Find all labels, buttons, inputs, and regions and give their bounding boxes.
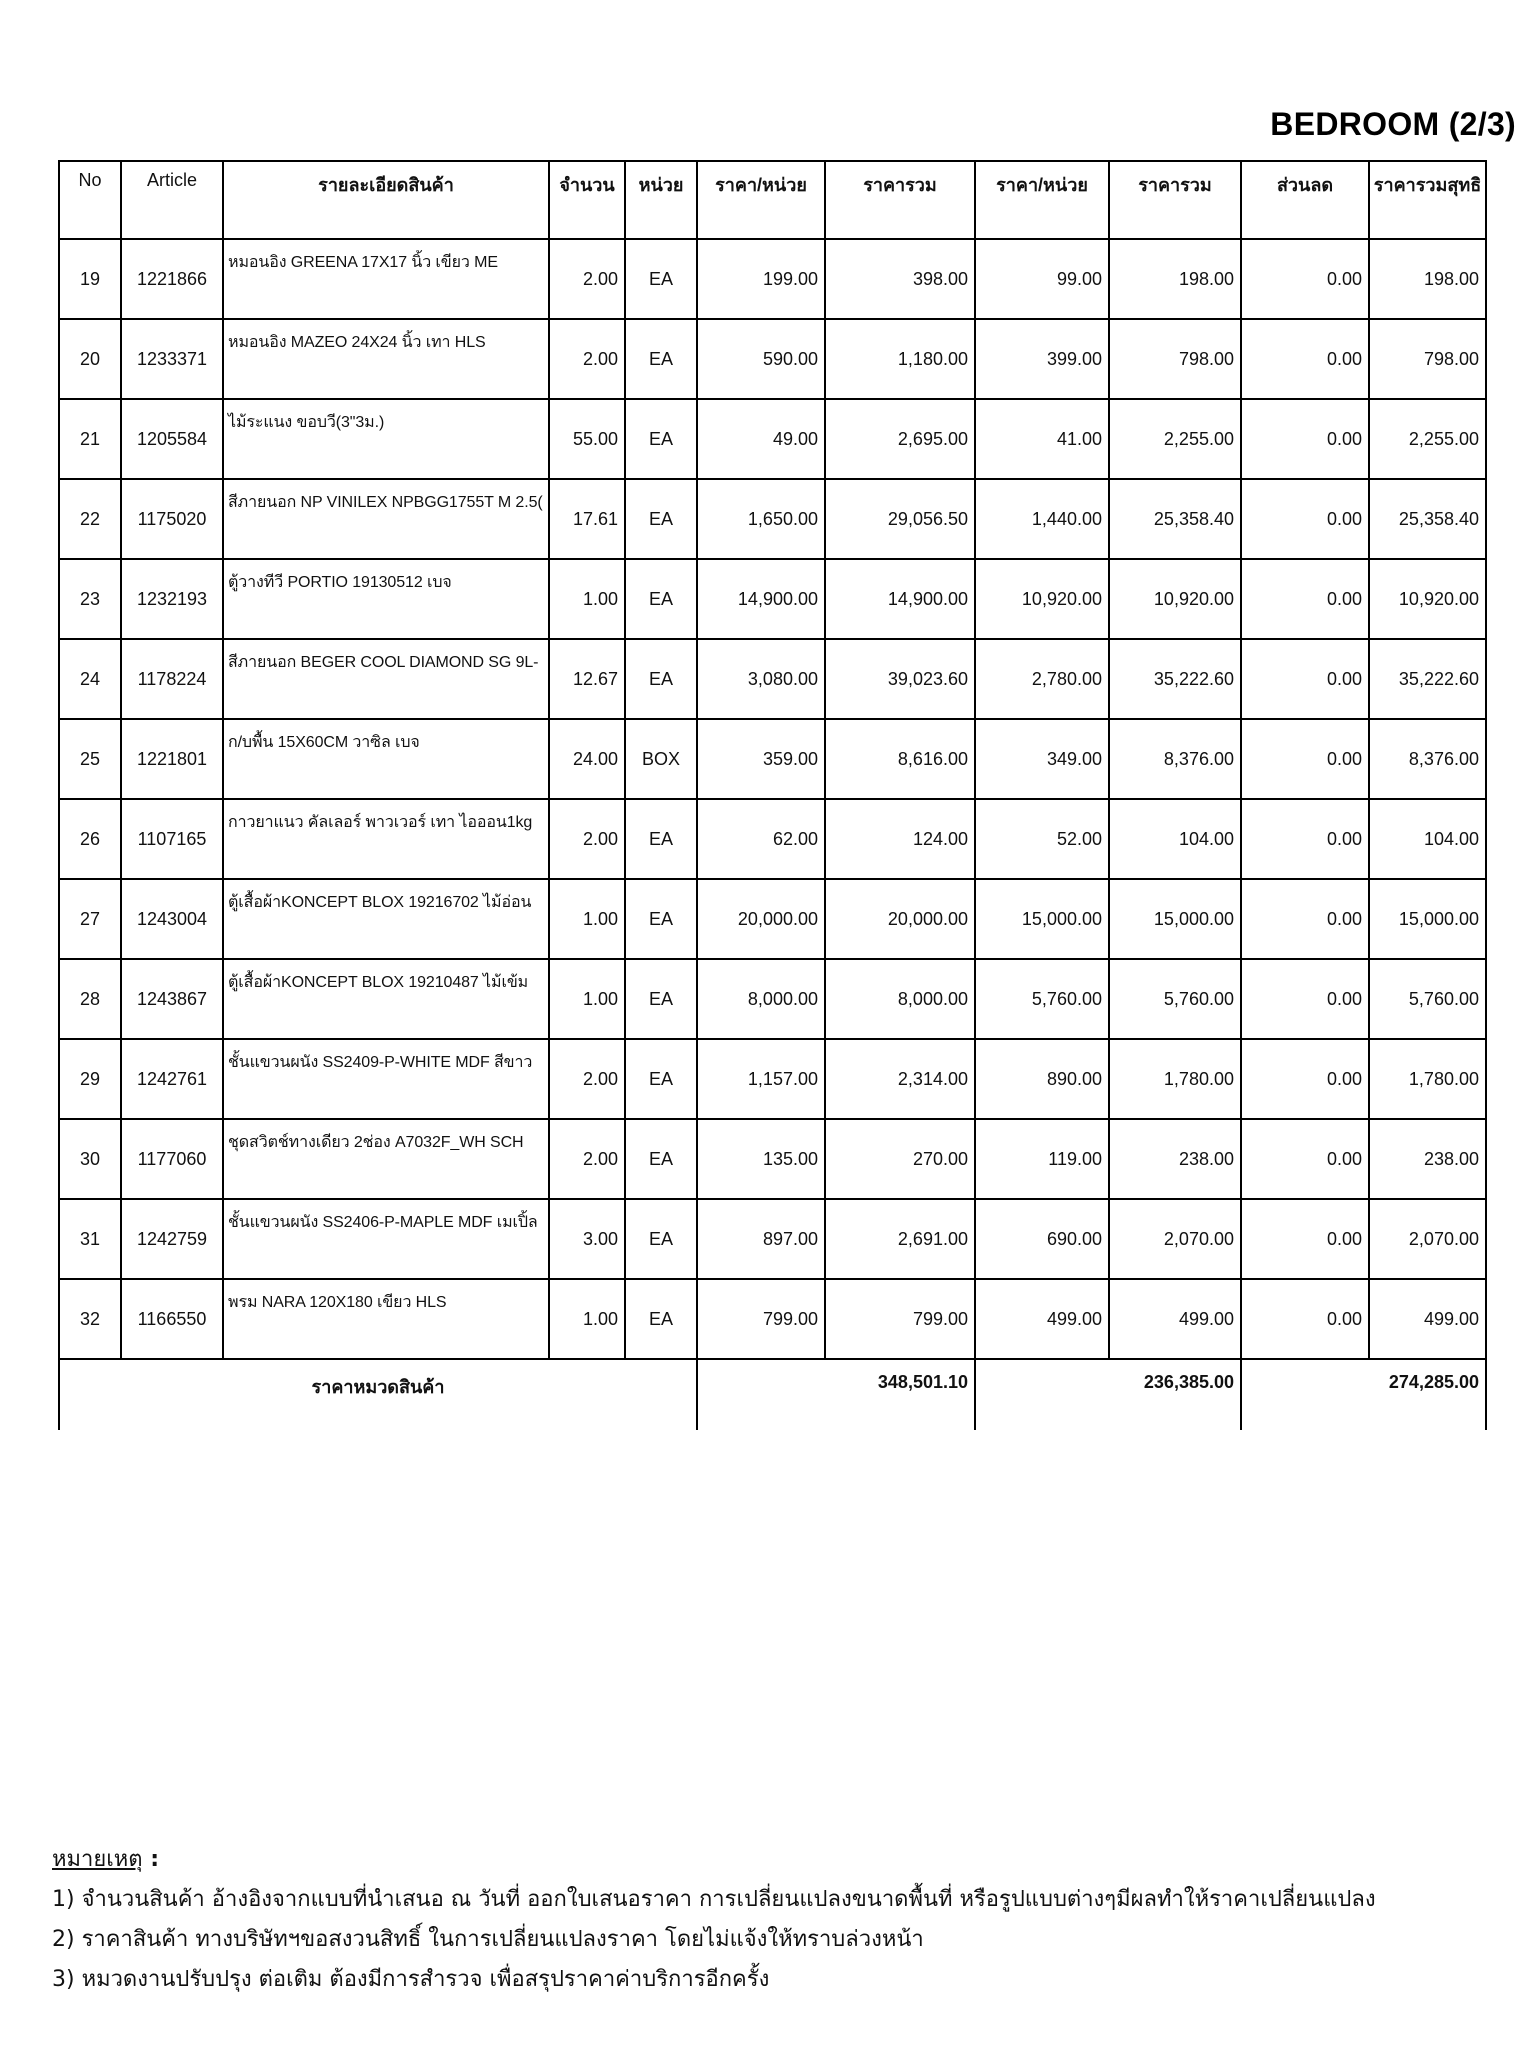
cell-description: สีภายนอก BEGER COOL DIAMOND SG 9L- <box>223 639 549 719</box>
cell-special-total-price: 35,222.60 <box>1109 639 1241 719</box>
header-description: รายละเอียดสินค้า <box>223 161 549 239</box>
cell-article: 1243867 <box>121 959 223 1039</box>
cell-article: 1177060 <box>121 1119 223 1199</box>
total-price-value: 348,501.10 <box>697 1359 975 1430</box>
table-row <box>59 319 1486 399</box>
cell-special-unit-price: 119.00 <box>975 1119 1109 1199</box>
cell-unit-price: 62.00 <box>697 799 825 879</box>
cell-quantity: 55.00 <box>549 399 625 479</box>
table-row <box>59 799 1486 879</box>
cell-discount: 0.00 <box>1241 1199 1369 1279</box>
note-item: 2) ราคาสินค้า ทางบริษัทฯขอสงวนสิทธิ์ ในการเปลี่ยนแปลงราคา โดยไม่แจ้งให้ทราบล่วงหน้า <box>52 1927 924 1952</box>
cell-discount: 0.00 <box>1241 879 1369 959</box>
cell-unit-price: 14,900.00 <box>697 559 825 639</box>
cell-quantity: 24.00 <box>549 719 625 799</box>
quotation-table <box>58 160 1487 1430</box>
cell-quantity: 2.00 <box>549 319 625 399</box>
cell-unit-price: 199.00 <box>697 239 825 319</box>
cell-quantity: 1.00 <box>549 559 625 639</box>
cell-article: 1178224 <box>121 639 223 719</box>
cell-unit: EA <box>625 1039 697 1119</box>
cell-special-total-price: 1,780.00 <box>1109 1039 1241 1119</box>
cell-no: 31 <box>59 1199 121 1279</box>
cell-discount: 0.00 <box>1241 399 1369 479</box>
cell-total-price: 29,056.50 <box>825 479 975 559</box>
cell-net-total: 198.00 <box>1369 239 1486 319</box>
cell-article: 1221866 <box>121 239 223 319</box>
cell-net-total: 5,760.00 <box>1369 959 1486 1039</box>
cell-total-price: 799.00 <box>825 1279 975 1359</box>
cell-description: หมอนอิง GREENA 17X17 นิ้ว เขียว ME <box>223 239 549 319</box>
cell-special-unit-price: 690.00 <box>975 1199 1109 1279</box>
cell-no: 21 <box>59 399 121 479</box>
cell-unit: EA <box>625 1119 697 1199</box>
table-row <box>59 1039 1486 1119</box>
cell-total-price: 1,180.00 <box>825 319 975 399</box>
cell-description: พรม NARA 120X180 เขียว HLS <box>223 1279 549 1359</box>
cell-article: 1232193 <box>121 559 223 639</box>
cell-no: 32 <box>59 1279 121 1359</box>
notes-heading: หมายเหตุ : <box>52 1847 160 1872</box>
header-discount: ส่วนลด <box>1241 161 1369 239</box>
cell-special-unit-price: 1,440.00 <box>975 479 1109 559</box>
cell-total-price: 398.00 <box>825 239 975 319</box>
cell-article: 1242761 <box>121 1039 223 1119</box>
cell-no: 20 <box>59 319 121 399</box>
cell-description: สีภายนอก NP VINILEX NPBGG1755T M 2.5( <box>223 479 549 559</box>
cell-unit: EA <box>625 559 697 639</box>
cell-net-total: 10,920.00 <box>1369 559 1486 639</box>
cell-quantity: 1.00 <box>549 1279 625 1359</box>
cell-unit-price: 3,080.00 <box>697 639 825 719</box>
cell-article: 1166550 <box>121 1279 223 1359</box>
cell-discount: 0.00 <box>1241 1119 1369 1199</box>
cell-special-total-price: 10,920.00 <box>1109 559 1241 639</box>
cell-quantity: 12.67 <box>549 639 625 719</box>
cell-no: 23 <box>59 559 121 639</box>
header-no: No <box>59 161 121 239</box>
total-net-value: 274,285.00 <box>1241 1359 1486 1430</box>
cell-unit-price: 20,000.00 <box>697 879 825 959</box>
table-row <box>59 1199 1486 1279</box>
cell-unit: EA <box>625 799 697 879</box>
note-item: 1) จำนวนสินค้า อ้างอิงจากแบบที่นำเสนอ ณ วันที่ ออกใบเสนอราคา การเปลี่ยนแปลงขนาดพื้นที่ หรือรูปแบบต่างๆมีผลทำให้ราคาเปลี่ยนแปลง <box>52 1887 1376 1912</box>
cell-total-price: 124.00 <box>825 799 975 879</box>
cell-special-unit-price: 5,760.00 <box>975 959 1109 1039</box>
cell-unit: EA <box>625 479 697 559</box>
cell-total-price: 270.00 <box>825 1119 975 1199</box>
cell-discount: 0.00 <box>1241 479 1369 559</box>
cell-special-total-price: 499.00 <box>1109 1279 1241 1359</box>
cell-net-total: 2,070.00 <box>1369 1199 1486 1279</box>
cell-article: 1242759 <box>121 1199 223 1279</box>
cell-total-price: 14,900.00 <box>825 559 975 639</box>
cell-unit: EA <box>625 1279 697 1359</box>
cell-special-unit-price: 10,920.00 <box>975 559 1109 639</box>
header-unit: หน่วย <box>625 161 697 239</box>
header-special-unit-price: ราคา/หน่วย <box>975 161 1109 239</box>
table-row <box>59 479 1486 559</box>
cell-discount: 0.00 <box>1241 559 1369 639</box>
header-special-total-price: ราคารวม <box>1109 161 1241 239</box>
cell-net-total: 25,358.40 <box>1369 479 1486 559</box>
cell-no: 24 <box>59 639 121 719</box>
cell-total-price: 2,691.00 <box>825 1199 975 1279</box>
cell-discount: 0.00 <box>1241 319 1369 399</box>
cell-no: 28 <box>59 959 121 1039</box>
cell-discount: 0.00 <box>1241 959 1369 1039</box>
table-row <box>59 1279 1486 1359</box>
cell-no: 29 <box>59 1039 121 1119</box>
cell-net-total: 238.00 <box>1369 1119 1486 1199</box>
cell-total-price: 2,314.00 <box>825 1039 975 1119</box>
cell-article: 1233371 <box>121 319 223 399</box>
cell-total-price: 8,000.00 <box>825 959 975 1039</box>
cell-article: 1243004 <box>121 879 223 959</box>
table-row <box>59 959 1486 1039</box>
cell-special-unit-price: 2,780.00 <box>975 639 1109 719</box>
cell-special-total-price: 2,255.00 <box>1109 399 1241 479</box>
cell-unit-price: 135.00 <box>697 1119 825 1199</box>
cell-quantity: 2.00 <box>549 1039 625 1119</box>
cell-net-total: 8,376.00 <box>1369 719 1486 799</box>
cell-description: ก/บพื้น 15X60CM วาซิล เบจ <box>223 719 549 799</box>
cell-discount: 0.00 <box>1241 239 1369 319</box>
header-total-price: ราคารวม <box>825 161 975 239</box>
total-label: ราคาหมวดสินค้า <box>59 1359 697 1430</box>
cell-special-unit-price: 399.00 <box>975 319 1109 399</box>
cell-article: 1221801 <box>121 719 223 799</box>
cell-unit: EA <box>625 399 697 479</box>
cell-special-unit-price: 349.00 <box>975 719 1109 799</box>
cell-special-total-price: 8,376.00 <box>1109 719 1241 799</box>
cell-unit-price: 1,157.00 <box>697 1039 825 1119</box>
header-quantity: จำนวน <box>549 161 625 239</box>
cell-discount: 0.00 <box>1241 1039 1369 1119</box>
cell-special-unit-price: 52.00 <box>975 799 1109 879</box>
cell-net-total: 104.00 <box>1369 799 1486 879</box>
cell-description: หมอนอิง MAZEO 24X24 นิ้ว เทา HLS <box>223 319 549 399</box>
note-item: 3) หมวดงานปรับปรุง ต่อเติม ต้องมีการสำรวจ เพื่อสรุปราคาค่าบริการอีกครั้ง <box>52 1967 770 1992</box>
cell-unit-price: 897.00 <box>697 1199 825 1279</box>
header-article: Article <box>121 161 223 239</box>
cell-description: ชั้นแขวนผนัง SS2409-P-WHITE MDF สีขาว <box>223 1039 549 1119</box>
table-row <box>59 559 1486 639</box>
cell-unit: EA <box>625 639 697 719</box>
cell-net-total: 798.00 <box>1369 319 1486 399</box>
cell-quantity: 3.00 <box>549 1199 625 1279</box>
cell-special-total-price: 198.00 <box>1109 239 1241 319</box>
header-unit-price: ราคา/หน่วย <box>697 161 825 239</box>
cell-unit: BOX <box>625 719 697 799</box>
cell-net-total: 15,000.00 <box>1369 879 1486 959</box>
cell-no: 25 <box>59 719 121 799</box>
table-row <box>59 879 1486 959</box>
cell-description: กาวยาแนว คัลเลอร์ พาวเวอร์ เทา ไอออน1kg <box>223 799 549 879</box>
cell-quantity: 1.00 <box>549 959 625 1039</box>
cell-no: 22 <box>59 479 121 559</box>
cell-special-unit-price: 99.00 <box>975 239 1109 319</box>
header-net-total: ราคารวมสุทธิ <box>1369 161 1486 239</box>
cell-net-total: 499.00 <box>1369 1279 1486 1359</box>
cell-unit: EA <box>625 879 697 959</box>
cell-no: 19 <box>59 239 121 319</box>
cell-unit-price: 8,000.00 <box>697 959 825 1039</box>
cell-unit-price: 799.00 <box>697 1279 825 1359</box>
cell-quantity: 2.00 <box>549 239 625 319</box>
cell-description: ตู้วางทีวี PORTIO 19130512 เบจ <box>223 559 549 639</box>
cell-special-total-price: 5,760.00 <box>1109 959 1241 1039</box>
cell-unit: EA <box>625 1199 697 1279</box>
cell-discount: 0.00 <box>1241 799 1369 879</box>
cell-no: 30 <box>59 1119 121 1199</box>
cell-total-price: 8,616.00 <box>825 719 975 799</box>
cell-discount: 0.00 <box>1241 719 1369 799</box>
cell-article: 1175020 <box>121 479 223 559</box>
table-row <box>59 719 1486 799</box>
cell-unit-price: 359.00 <box>697 719 825 799</box>
cell-unit-price: 49.00 <box>697 399 825 479</box>
cell-unit-price: 590.00 <box>697 319 825 399</box>
cell-no: 26 <box>59 799 121 879</box>
cell-article: 1205584 <box>121 399 223 479</box>
table-header-row <box>59 161 1486 239</box>
cell-net-total: 1,780.00 <box>1369 1039 1486 1119</box>
cell-special-unit-price: 890.00 <box>975 1039 1109 1119</box>
cell-discount: 0.00 <box>1241 639 1369 719</box>
cell-net-total: 35,222.60 <box>1369 639 1486 719</box>
cell-article: 1107165 <box>121 799 223 879</box>
cell-special-total-price: 238.00 <box>1109 1119 1241 1199</box>
cell-unit: EA <box>625 319 697 399</box>
cell-total-price: 20,000.00 <box>825 879 975 959</box>
cell-special-total-price: 15,000.00 <box>1109 879 1241 959</box>
cell-special-unit-price: 15,000.00 <box>975 879 1109 959</box>
cell-total-price: 39,023.60 <box>825 639 975 719</box>
cell-special-total-price: 798.00 <box>1109 319 1241 399</box>
cell-total-price: 2,695.00 <box>825 399 975 479</box>
cell-net-total: 2,255.00 <box>1369 399 1486 479</box>
total-row <box>59 1359 1486 1430</box>
cell-unit: EA <box>625 959 697 1039</box>
cell-no: 27 <box>59 879 121 959</box>
page-title: BEDROOM (2/3) <box>1270 106 1516 142</box>
cell-quantity: 2.00 <box>549 1119 625 1199</box>
table-row <box>59 239 1486 319</box>
cell-special-total-price: 25,358.40 <box>1109 479 1241 559</box>
cell-special-unit-price: 499.00 <box>975 1279 1109 1359</box>
table-row <box>59 639 1486 719</box>
cell-description: ตู้เสื้อผ้าKONCEPT BLOX 19210487 ไม้เข้ม <box>223 959 549 1039</box>
table-row <box>59 399 1486 479</box>
cell-unit-price: 1,650.00 <box>697 479 825 559</box>
cell-quantity: 2.00 <box>549 799 625 879</box>
cell-description: ชั้นแขวนผนัง SS2406-P-MAPLE MDF เมเปิ้ล <box>223 1199 549 1279</box>
cell-special-total-price: 104.00 <box>1109 799 1241 879</box>
cell-discount: 0.00 <box>1241 1279 1369 1359</box>
cell-quantity: 17.61 <box>549 479 625 559</box>
total-special-value: 236,385.00 <box>975 1359 1241 1430</box>
notes-section <box>52 1840 1376 2000</box>
cell-unit: EA <box>625 239 697 319</box>
cell-description: ตู้เสื้อผ้าKONCEPT BLOX 19216702 ไม้อ่อน <box>223 879 549 959</box>
table-row <box>59 1119 1486 1199</box>
cell-description: ไม้ระแนง ขอบวี(3"3ม.) <box>223 399 549 479</box>
cell-special-total-price: 2,070.00 <box>1109 1199 1241 1279</box>
cell-special-unit-price: 41.00 <box>975 399 1109 479</box>
cell-quantity: 1.00 <box>549 879 625 959</box>
cell-description: ชุดสวิตช์ทางเดียว 2ช่อง A7032F_WH SCH <box>223 1119 549 1199</box>
